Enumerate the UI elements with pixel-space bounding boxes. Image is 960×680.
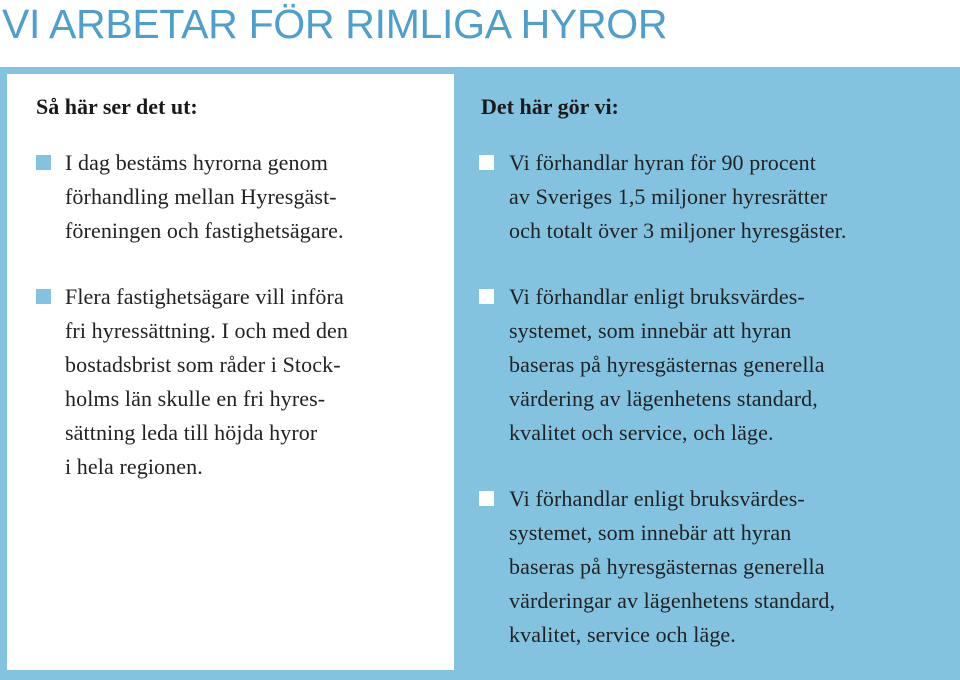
text-line: kvalitet, service och läge. (509, 622, 736, 647)
text-line: baseras på hyresgästernas generella (509, 554, 825, 579)
text-line: kvalitet och service, och läge. (509, 420, 774, 445)
text-line: Vi förhandlar enligt bruksvärdes- (509, 486, 805, 511)
right-bullet-item (479, 482, 846, 652)
text-line: förhandling mellan Hyresgäst- (65, 184, 337, 209)
text-line: I dag bestäms hyrorna genom (65, 150, 328, 175)
right-column-heading: Det här gör vi: (481, 94, 619, 119)
square-bullet-icon (36, 155, 51, 170)
text-line: föreningen och fastighetsägare. (65, 218, 344, 243)
square-bullet-icon (479, 289, 494, 304)
right-bullet-item (479, 146, 846, 248)
text-line: baseras på hyresgästernas generella (509, 352, 825, 377)
text-line: värderingar av lägenhetens standard, (509, 588, 836, 613)
text-line: bostadsbrist som råder i Stock- (65, 352, 341, 377)
text-line: systemet, som innebär att hyran (509, 520, 792, 545)
page-headline: VI ARBETAR FÖR RIMLIGA HYROR (2, 1, 668, 47)
text-line: fri hyressättning. I och med den (65, 318, 349, 343)
square-bullet-icon (36, 289, 51, 304)
text-line: av Sveriges 1,5 miljoner hyresrätter (509, 184, 828, 209)
text-line: och totalt över 3 miljoner hyresgäster. (509, 218, 847, 243)
text-line: värdering av lägenhetens standard, (509, 386, 818, 411)
text-line: i hela regionen. (65, 454, 203, 479)
text-line: sättning leda till höjda hyror (65, 420, 318, 445)
text-line: Vi förhandlar enligt bruksvärdes- (509, 284, 805, 309)
square-bullet-icon (479, 155, 494, 170)
left-bullet-item (36, 280, 348, 484)
square-bullet-icon (479, 491, 494, 506)
left-bullet-item (36, 146, 348, 248)
right-bullet-list (479, 146, 846, 652)
left-bullet-list (36, 146, 348, 484)
text-line: holms län skulle en fri hyres- (65, 386, 326, 411)
text-line: Flera fastighetsägare vill införa (65, 284, 344, 309)
right-bullet-item (479, 280, 846, 450)
text-line: Vi förhandlar hyran för 90 procent (509, 150, 816, 175)
left-column-heading: Så här ser det ut: (36, 94, 198, 119)
text-line: systemet, som innebär att hyran (509, 318, 792, 343)
